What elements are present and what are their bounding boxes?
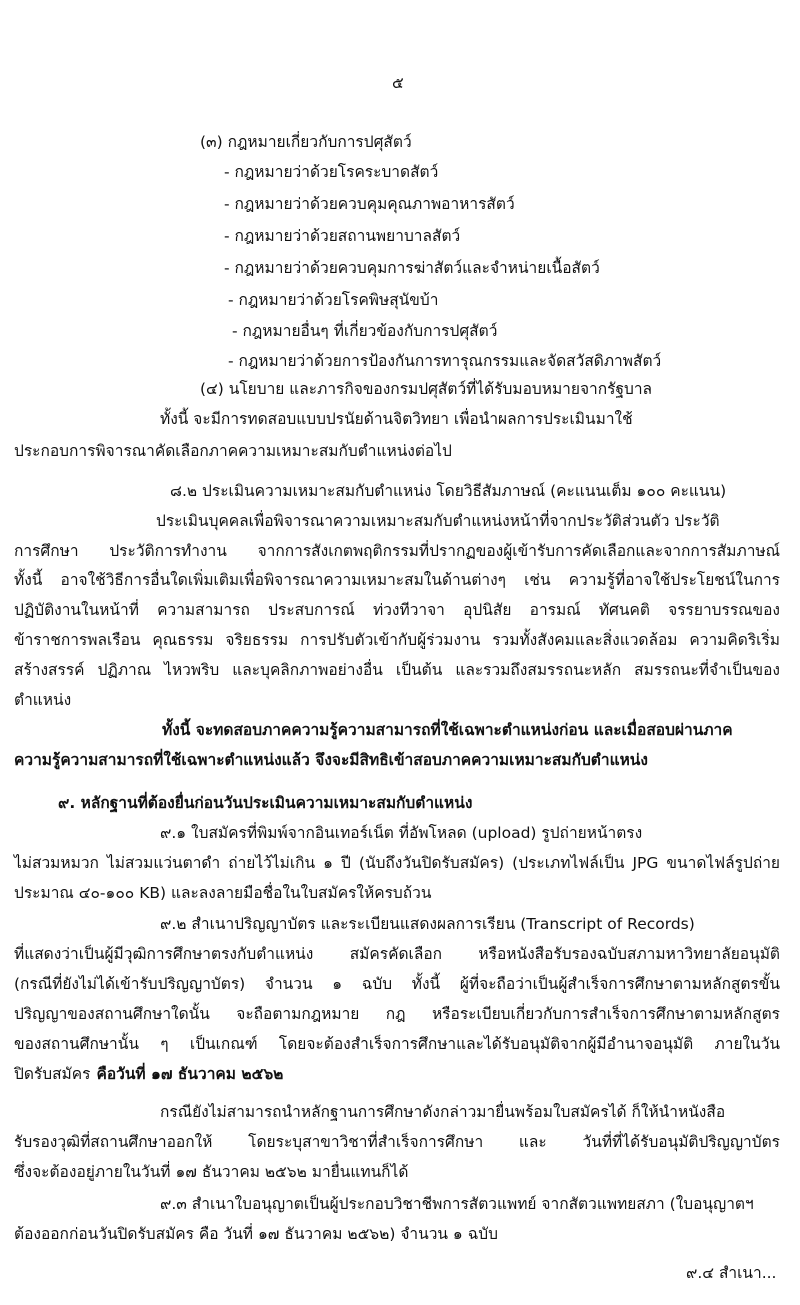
section-8-2-body: ปฏิบัติงานในหน้าที่ ความสามารถ ประสบการณ์ ท่วงทีวาจา อุปนิสัย อารมณ์ ทัศนคติ จรรยาบรรณของ [14, 601, 780, 619]
item-9-1: ๙.๑ ใบสมัครที่พิมพ์จากอินเทอร์เน็ต ที่อัพโหลด (upload) รูปถ่ายหน้าตรง [160, 824, 643, 842]
law-item: - กฎหมายว่าด้วยโรคพิษสุนัขบ้า [228, 291, 439, 309]
alt-doc-text: รับรองวุฒิที่สถานศึกษาออกให้ โดยระบุสาขาวิชาที่สำเร็จการศึกษา และ วันที่ที่ได้รับอนุมัติปริญญาบัตร [14, 1133, 780, 1151]
law-heading: (๓) กฎหมายเกี่ยวกับการปศุสัตว์ [200, 133, 412, 151]
section-8-2-note: ทั้งนี้ จะทดสอบภาคความรู้ความสามารถที่ใช้เฉพาะตำแหน่งก่อน และเมื่อสอบผ่านภาค [162, 721, 733, 739]
item-9-2: ของสถานศึกษานั้น ๆ เป็นเกณฑ์ โดยจะต้องสำเร็จการศึกษาและได้รับอนุมัติจากผู้มีอำนาจอนุมัติ ภายในวัน [14, 1035, 780, 1053]
law-item: - กฎหมายว่าด้วยควบคุมการฆ่าสัตว์และจำหน่ายเนื้อสัตว์ [224, 259, 600, 277]
law-item: - กฎหมายอื่นๆ ที่เกี่ยวข้องกับการปศุสัตว์ [232, 322, 498, 340]
deadline-prefix: ปิดรับสมัคร [14, 1065, 91, 1083]
deadline-line [14, 1063, 283, 1085]
section-8-2-note: ความรู้ความสามารถที่ใช้เฉพาะตำแหน่งแล้ว จึงจะมีสิทธิเข้าสอบภาคความเหมาะสมกับตำแหน่ง [14, 751, 648, 769]
item-9-1: ไม่สวมหมวก ไม่สวมแว่นตาดำ ถ่ายไว้ไม่เกิน ๑ ปี (นับถึงวันปิดรับสมัคร) (ประเภทไฟล์เป็น JPG ขนาดไฟล์รูปถ่าย [14, 854, 780, 872]
alt-doc-text: ซึ่งจะต้องอยู่ภายในวันที่ ๑๗ ธันวาคม ๒๕๖๒ มายื่นแทนก็ได้ [14, 1163, 409, 1181]
section-8-2-body: ทั้งนี้ อาจใช้วิธีการอื่นใดเพิ่มเติมเพื่อพิจารณาความเหมาะสมในด้านต่างๆ เช่น ความรู้ที่อาจใช้ประโยชน์ในการ [14, 571, 780, 589]
item-9-3: ๙.๓ สำเนาใบอนุญาตเป็นผู้ประกอบวิชาชีพการสัตวแพทย์ จากสัตวแพทยสภา (ใบอนุญาตฯ [160, 1195, 754, 1213]
psych-test-text: ทั้งนี้ จะมีการทดสอบแบบปรนัยด้านจิตวิทยา เพื่อนำผลการประเมินมาใช้ [160, 410, 633, 428]
section-8-2-body: ข้าราชการพลเรือน คุณธรรม จริยธรรม การปรับตัวเข้ากับผู้ร่วมงาน รวมทั้งสังคมและสิ่งแวดล้อม ความคิดริเริ่ม [14, 631, 780, 649]
continuation-marker: ๙.๔ สำเนา... [686, 1264, 777, 1282]
item-9-3: ต้องออกก่อนวันปิดรับสมัคร คือ วันที่ ๑๗ ธันวาคม ๒๕๖๒) จำนวน ๑ ฉบับ [14, 1225, 498, 1243]
policy-item: (๔) นโยบาย และภารกิจของกรมปศุสัตว์ที่ได้รับมอบหมายจากรัฐบาล [200, 380, 653, 398]
law-item: - กฎหมายว่าด้วยการป้องกันการทารุณกรรมและจัดสวัสดิภาพสัตว์ [228, 352, 662, 370]
law-item: - กฎหมายว่าด้วยควบคุมคุณภาพอาหารสัตว์ [224, 195, 515, 213]
section-8-2-body: สร้างสรรค์ ปฏิภาณ ไหวพริบ และบุคลิกภาพอย่างอื่น เป็นต้น และรวมถึงสมรรถนะหลัก สมรรถนะที่จำเป็นของ [14, 661, 780, 679]
section-8-2-body: ตำแหน่ง [14, 691, 72, 709]
alt-doc-text: กรณียังไม่สามารถนำหลักฐานการศึกษาดังกล่าวมายื่นพร้อมใบสมัครได้ ก็ให้นำหนังสือ [160, 1103, 726, 1121]
item-9-1: ประมาณ ๔๐-๑๐๐ KB) และลงลายมือชื่อในใบสมัครให้ครบถ้วน [14, 884, 432, 902]
law-item: - กฎหมายว่าด้วยโรคระบาดสัตว์ [224, 163, 439, 181]
item-9-2: ๙.๒ สำเนาปริญญาบัตร และระเบียนแสดงผลการเรียน (Transcript of Records) [160, 915, 695, 933]
psych-test-text: ประกอบการพิจารณาคัดเลือกภาคความเหมาะสมกับตำแหน่งต่อไป [14, 442, 452, 460]
section-8-2-body: การศึกษา ประวัติการทำงาน จากการสังเกตพฤติกรรมที่ปรากฏของผู้เข้ารับการคัดเลือกและจากการสัมภาษณ์ [14, 542, 780, 560]
page-number: ๕ [392, 74, 404, 92]
section-9-heading: ๙. หลักฐานที่ต้องยื่นก่อนวันประเมินความเหมาะสมกับตำแหน่ง [58, 794, 473, 812]
item-9-2: ปริญญาของสถานศึกษาใดนั้น จะถือตามกฎหมาย กฎ หรือระเบียบเกี่ยวกับการสำเร็จการศึกษาตามหลักสูตร [14, 1005, 780, 1023]
law-item: - กฎหมายว่าด้วยสถานพยาบาลสัตว์ [224, 227, 461, 245]
section-8-2-body: ประเมินบุคคลเพื่อพิจารณาความเหมาะสมกับตำแหน่งหน้าที่จากประวัติส่วนตัว ประวัติ [156, 512, 720, 530]
section-8-2-heading: ๘.๒ ประเมินความเหมาะสมกับตำแหน่ง โดยวิธีสัมภาษณ์ (คะแนนเต็ม ๑๐๐ คะแนน) [170, 482, 727, 500]
deadline-date: คือวันที่ ๑๗ ธันวาคม ๒๕๖๒ [96, 1065, 284, 1083]
item-9-2: (กรณีที่ยังไม่ได้เข้ารับปริญญาบัตร) จำนวน ๑ ฉบับ ทั้งนี้ ผู้ที่จะถือว่าเป็นผู้สำเร็จการศึกษาตามหลักสูตรขั้น [14, 975, 780, 993]
item-9-2: ที่แสดงว่าเป็นผู้มีวุฒิการศึกษาตรงกับตำแหน่ง สมัครคัดเลือก หรือหนังสือรับรองฉบับสภามหาวิทยาลัยอนุมัติ [14, 945, 780, 963]
